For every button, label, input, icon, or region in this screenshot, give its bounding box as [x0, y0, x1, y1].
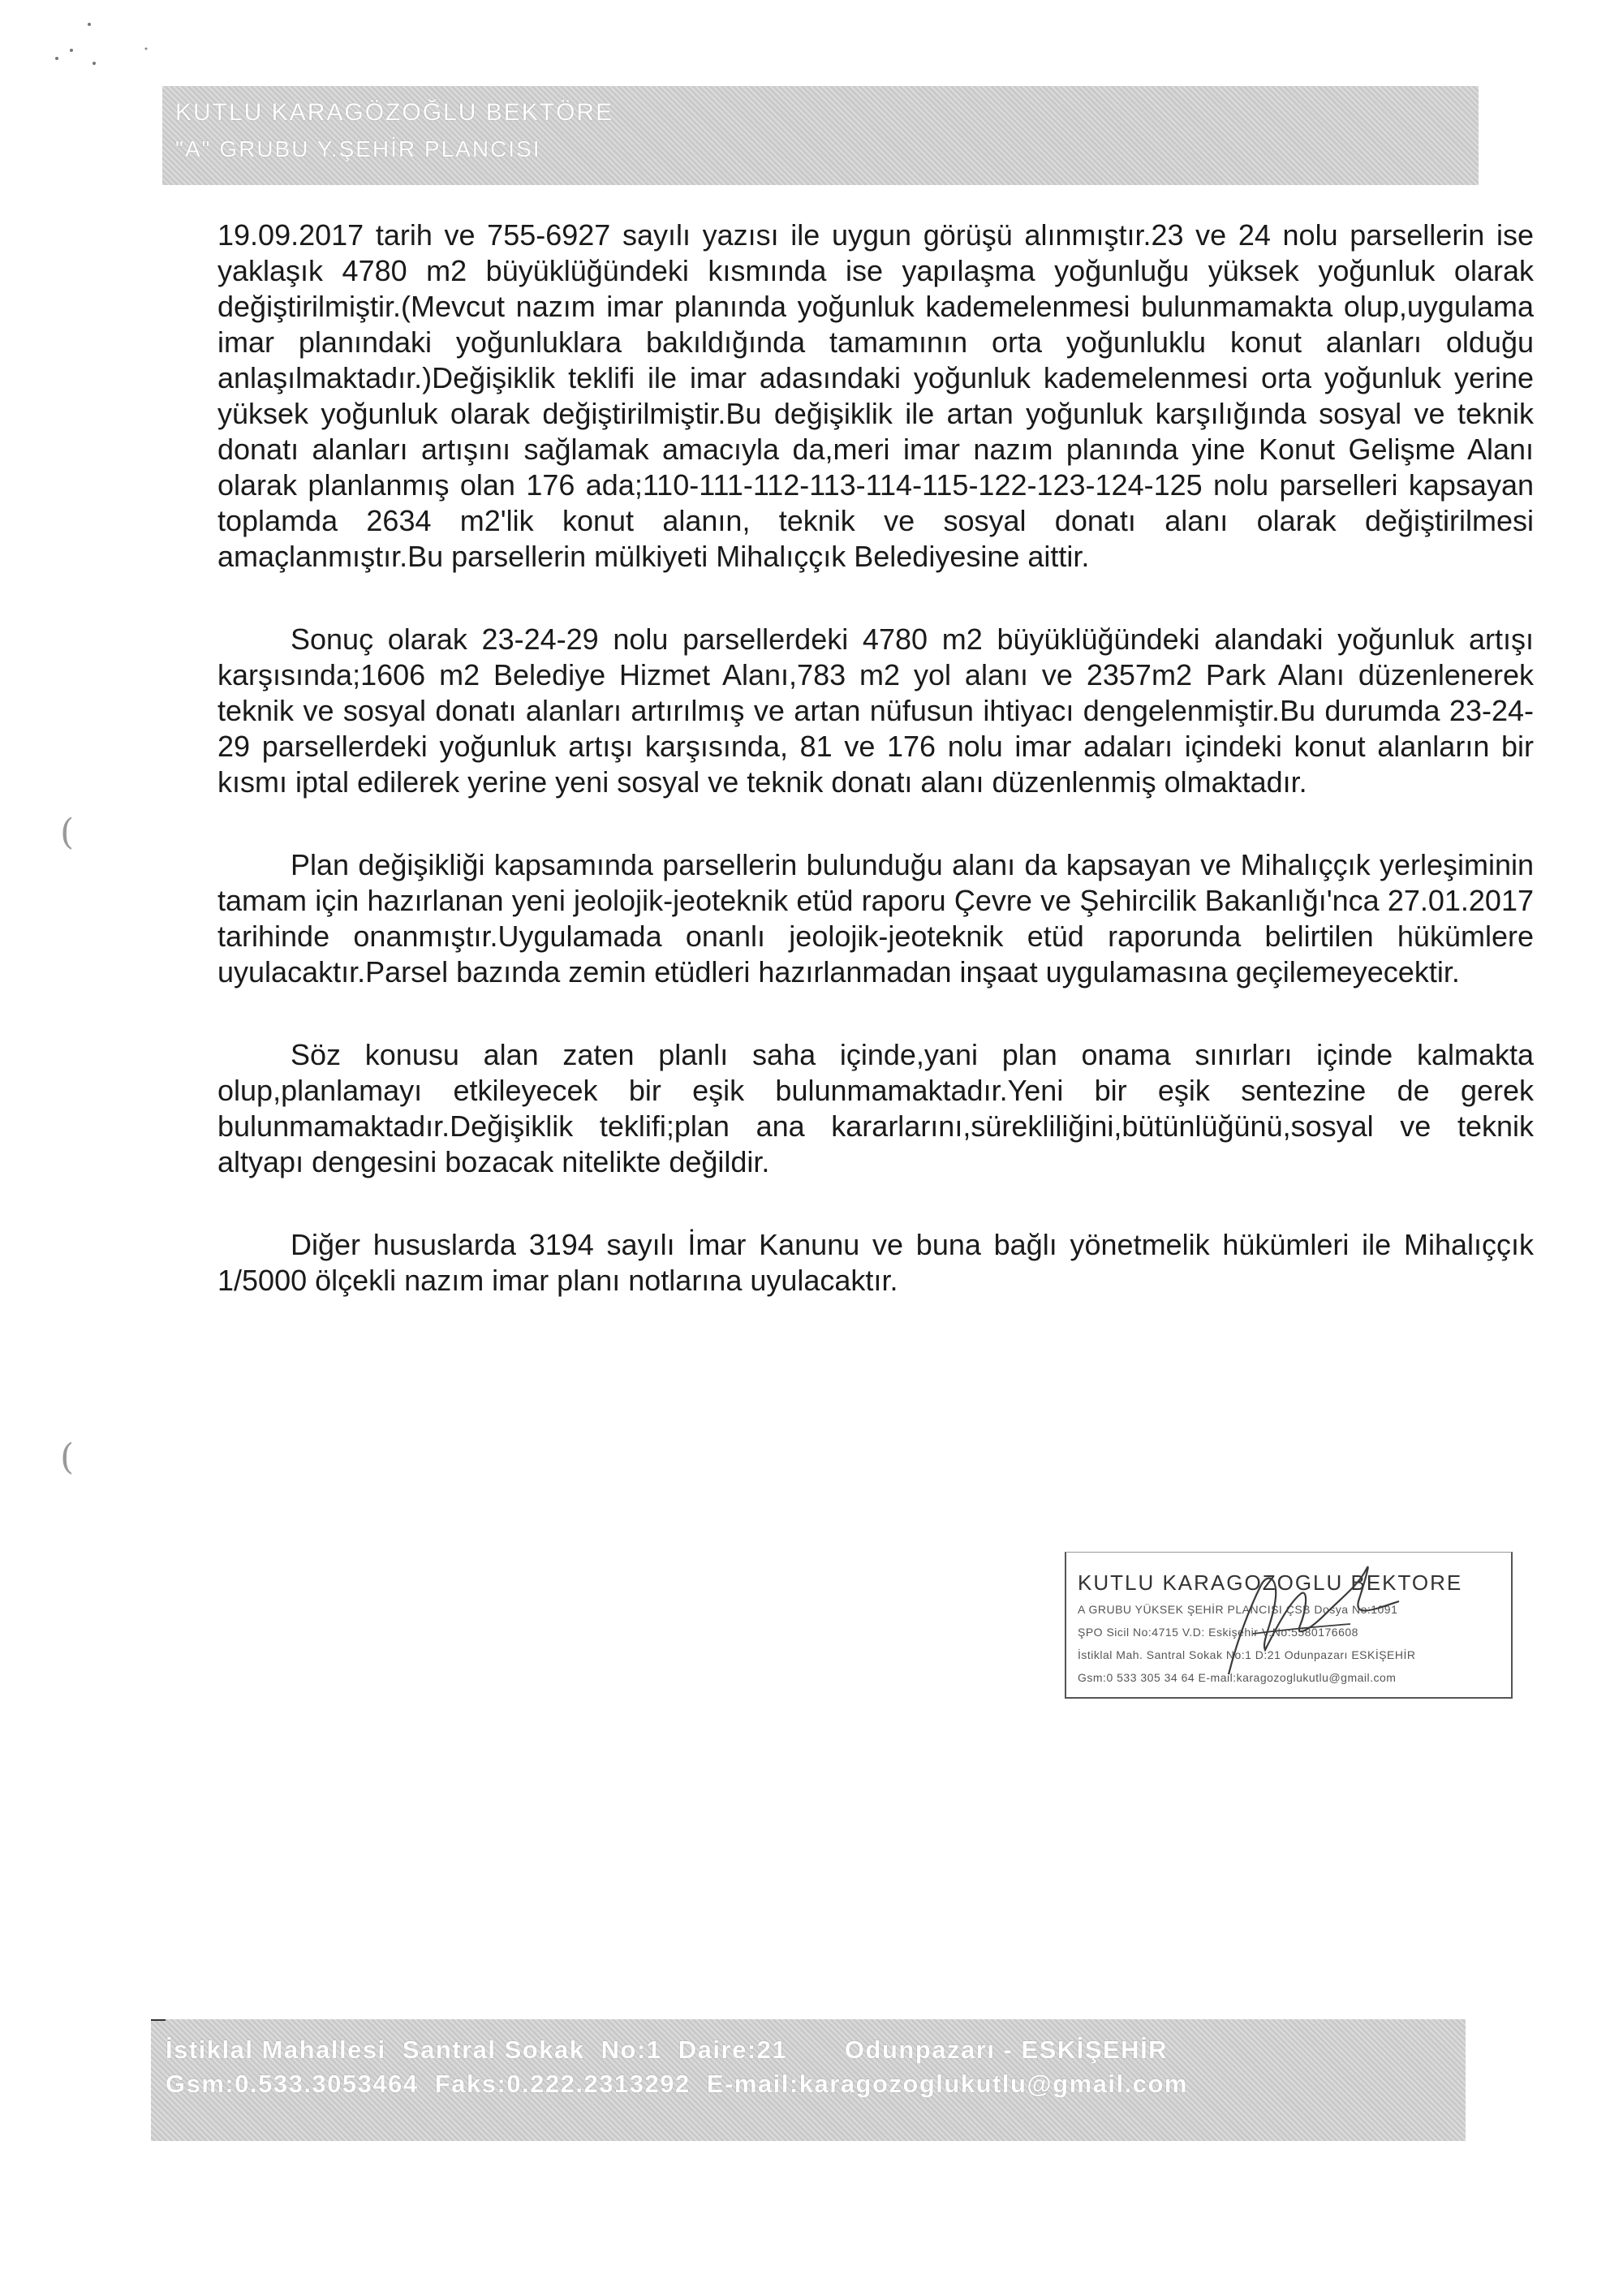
document-body [217, 218, 1534, 1346]
punch-hole-mark-upper: ( [60, 812, 75, 853]
paragraph-5: Diğer hususlarda 3194 sayılı İmar Kanunu ve buna bağlı yönetmelik hükümleri ile Mihalıççık 1/5000 ölçekli nazım imar planı notlarına uyulacaktır. [217, 1228, 1534, 1297]
paragraph-1: 19.09.2017 tarih ve 755-6927 sayılı yazısı ile uygun görüşü alınmıştır.23 ve 24 nolu parsellerin ise yaklaşık 4780 m2 büyüklüğündeki kısmında ise yapılaşma yoğunluğu yüksek yoğunluk olarak değiştirilmiştir.(Mevcut nazım imar planında yoğunluk kademelenmesi bulunmamakta olup,uygulama imar planındaki yoğunluklara bakıldığında tamamının orta yoğunluklu konut alanları olduğu anlaşılmaktadır.)Değişiklik teklifi ile imar adasındaki yoğunluk kademelenmesi orta yoğunluk yerine yüksek yoğunluk olarak değiştirilmiştir.Bu değişiklik ile artan yoğunluk karşılığında sosyal ve teknik donatı alanları artışını sağlamak amacıyla da,meri imar nazım planında yine Konut Gelişme Alanı olarak planlanmış olan 176 ada;110-111-112-113-114-115-122-123-124-125 nolu parselleri kapsayan toplamda 2634 m2'lik konut alanın, teknik ve sosyal donatı alanı olarak değiştirilmesi amaçlanmıştır.Bu parsellerin mülkiyeti Mihalıççık Belediyesine aittir. [217, 218, 1534, 573]
stamp-line-1: A GRUBU YÜKSEK ŞEHİR PLANCISI ÇSB Dosya No:1091 [1078, 1603, 1398, 1616]
footer-contact: Gsm:0.533.3053464 Faks:0.222.2313292 E-mail:karagozoglukutlu@gmail.com [166, 2070, 1188, 2098]
letterhead-band [162, 86, 1479, 185]
stamp-line-2: ŞPO Sicil No:4715 V.D: Eskişehir V.No:5580176608 [1078, 1626, 1358, 1639]
handwritten-signature [1204, 1553, 1448, 1697]
scan-specks [24, 16, 187, 81]
footer-address: İstiklal Mahallesi Santral Sokak No:1 Daire:21 Odunpazarı - ESKİŞEHİR [166, 2035, 1169, 2064]
stamp-line-4: Gsm:0 533 305 34 64 E-mail:karagozoglukutlu@gmail.com [1078, 1671, 1397, 1684]
stamp-name: KUTLU KARAGOZOGLU BEKTORE [1078, 1570, 1463, 1595]
footer-band [151, 2019, 1466, 2141]
paragraph-4: Söz konusu alan zaten planlı saha içinde,yani plan onama sınırları içinde kalmakta olup,planlamayı etkileyecek bir eşik bulunmamaktadır.Yeni bir eşik sentezine de gerek bulunmamaktadır.Değişiklik teklifi;plan ana kararlarını,sürekliliğini,bütünlüğünü,sosyal ve teknik altyapı dengesini bozacak nitelikte değildir. [217, 1038, 1534, 1178]
punch-hole-mark-lower: ( [60, 1437, 75, 1478]
official-stamp [1065, 1552, 1513, 1699]
letterhead-title: "A" GRUBU Y.ŞEHİR PLANCISI [175, 136, 541, 162]
letterhead-name: KUTLU KARAGÖZOĞLU BEKTÖRE [175, 99, 614, 126]
paragraph-2: Sonuç olarak 23-24-29 nolu parsellerdeki 4780 m2 büyüklüğündeki alandaki yoğunluk artışı karşısında;1606 m2 Belediye Hizmet Alanı,783 m2 yol alanı ve 2357m2 Park Alanı düzenlenerek teknik ve sosyal donatı alanları artırılmış ve artan nüfusun ihtiyacı dengelenmiştir.Bu durumda 23-24-29 parsellerdeki yoğunluk artışı karşısında, 81 ve 176 nolu imar adaları içindeki konut alanların bir kısmı iptal edilerek yerine yeni sosyal ve teknik donatı alanı düzenlenmiş olmaktadır. [217, 622, 1534, 799]
footer-rule [151, 2019, 166, 2021]
stamp-line-3: İstiklal Mah. Santral Sokak No:1 D:21 Odunpazarı ESKİŞEHİR [1078, 1648, 1416, 1661]
paragraph-3: Plan değişikliği kapsamında parsellerin bulunduğu alanı da kapsayan ve Mihalıççık yerleşiminin tamam için hazırlanan yeni jeolojik-jeoteknik etüd raporu Çevre ve Şehircilik Bakanlığı'nca 27.01.2017 tarihinde onanmıştır.Uygulamada onanlı jeolojik-jeoteknik etüd raporunda belirtilen hükümlere uyulacaktır.Parsel bazında zemin etüdleri hazırlanmadan inşaat uygulamasına geçilemeyecektir. [217, 848, 1534, 989]
